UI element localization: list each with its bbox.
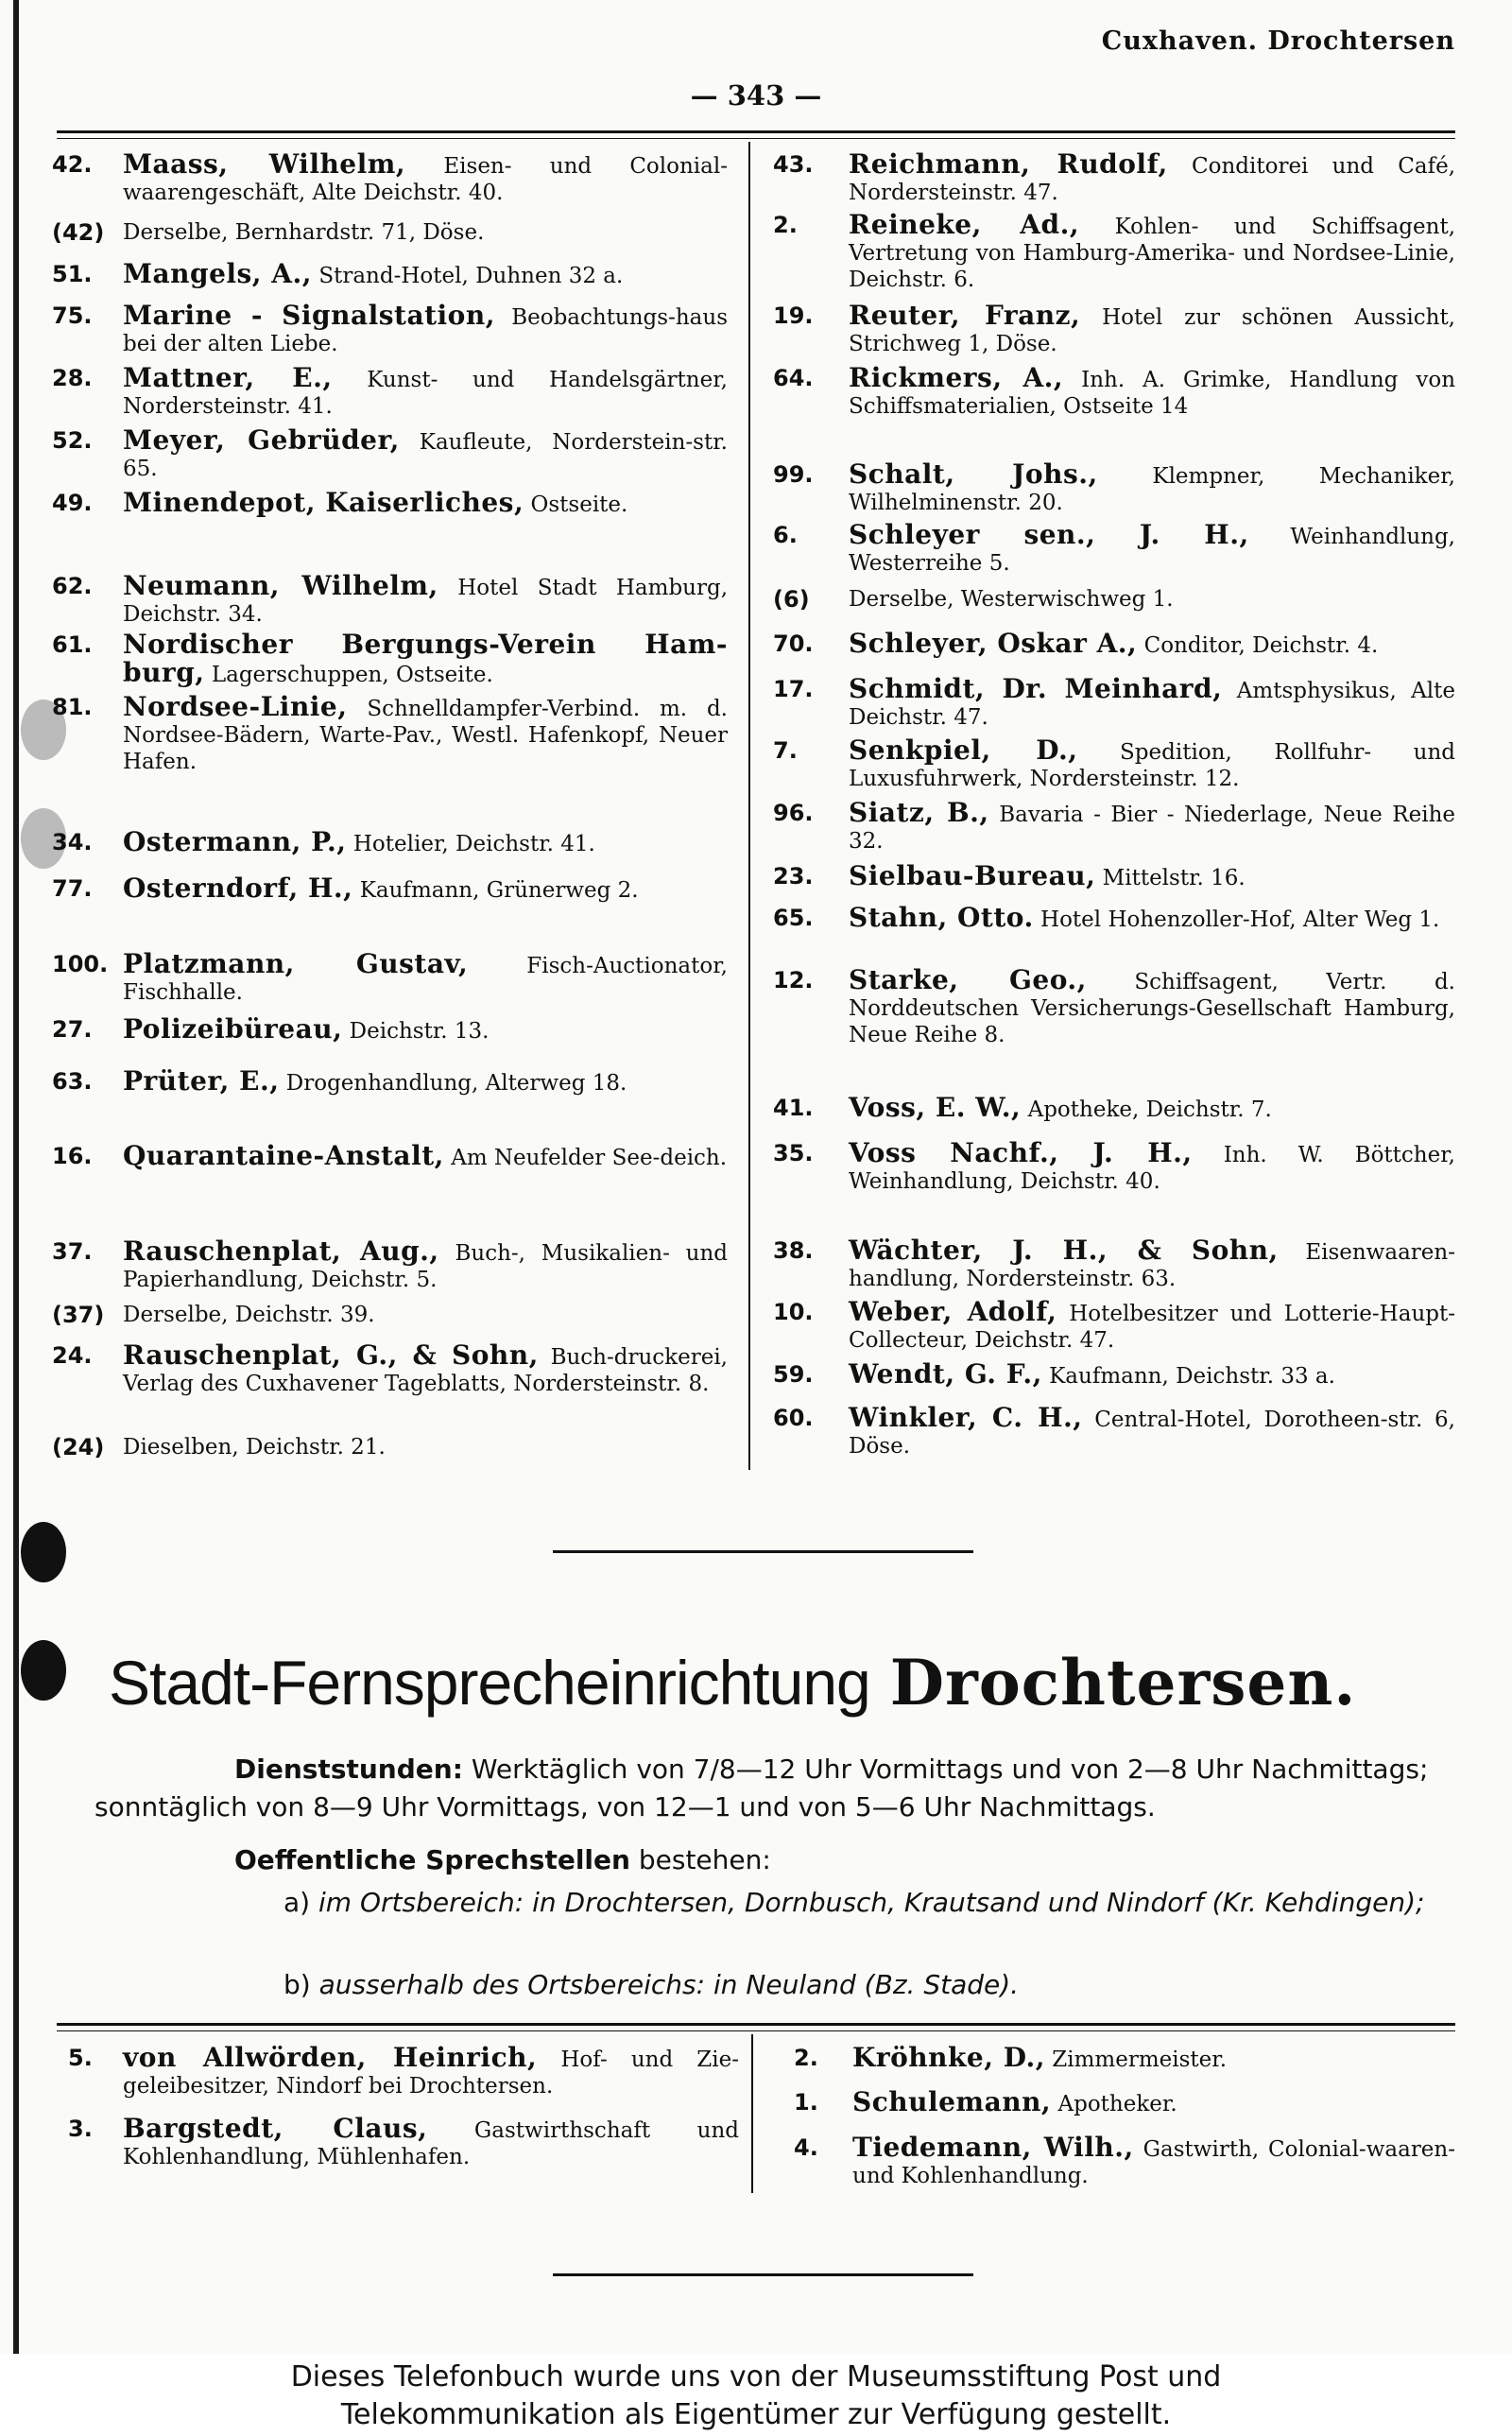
- entry-number: 12.: [773, 967, 814, 993]
- entry-name: Stahn, Otto.: [849, 902, 1034, 933]
- entry-name: Marine - Signalstation,: [123, 300, 495, 331]
- drochtersen-rule-thin: [57, 2030, 1455, 2031]
- entry-number: 17.: [773, 676, 814, 702]
- entry-name: Wendt, G. F.,: [849, 1358, 1042, 1390]
- entry-description: Derselbe, Deichstr. 39.: [123, 1303, 375, 1327]
- top-rule-thin: [57, 138, 1455, 139]
- entry-text: [123, 302, 728, 357]
- station-a: [284, 1884, 1455, 1922]
- entry-text: [849, 519, 1455, 577]
- entry-description: Deichstr. 13.: [349, 1019, 490, 1044]
- entry-number: 100.: [52, 951, 109, 977]
- directory-entry: [52, 691, 728, 775]
- entry-number: 81.: [52, 694, 93, 720]
- entry-text: [123, 424, 728, 482]
- entry-description: Hotel Hohenzoller-Hof, Alter Weg 1.: [1040, 907, 1440, 932]
- entry-text: [849, 797, 1456, 855]
- directory-entry: [794, 2134, 1455, 2189]
- entry-description: Mittelstr. 16.: [1102, 866, 1246, 890]
- entry-number: 77.: [52, 875, 93, 902]
- entry-name: Polizeibüreau,: [123, 1013, 343, 1045]
- entry-name: Mangels, A.,: [123, 258, 313, 289]
- entry-name: Neumann, Wilhelm,: [123, 570, 438, 601]
- entry-description: Hotelbesitzer und Lotterie-Haupt-Collecteur, Deichstr. 47.: [849, 1302, 1455, 1353]
- page-number: — 343 —: [690, 79, 822, 112]
- entry-text: [123, 2113, 740, 2170]
- entry-number: 2.: [773, 212, 798, 238]
- entry-description: Gastwirth, Colonial-waaren- und Kohlenhandlung.: [852, 2137, 1456, 2188]
- entry-text: [123, 258, 728, 289]
- title-part-2: Drochtersen.: [889, 1646, 1357, 1719]
- entry-number: 4.: [794, 2134, 818, 2161]
- entry-name: Voss Nachf., J. H.,: [849, 1137, 1193, 1168]
- entry-number: 3.: [68, 2116, 93, 2142]
- service-hours: [94, 1751, 1455, 1826]
- entry-name: Reineke, Ad.,: [849, 209, 1080, 240]
- directory-entry: [773, 1402, 1455, 1460]
- stations-suffix: bestehen:: [638, 1844, 771, 1875]
- directory-entry: [773, 1237, 1455, 1292]
- entry-number: 61.: [52, 631, 93, 658]
- directory-entry: [773, 673, 1456, 731]
- entry-text: [123, 1434, 728, 1460]
- entry-description: Am Neufelder See-deich.: [451, 1146, 728, 1170]
- public-stations: [234, 1841, 1453, 1879]
- entry-description: Schiffsagent, Vertr. d. Norddeutschen Versicherungs-Gesellschaft Hamburg, Neue Reihe 8.: [849, 970, 1455, 1047]
- directory-entry: [52, 826, 728, 857]
- entry-text: [849, 148, 1456, 206]
- entry-name: Schleyer sen., J. H.,: [849, 519, 1249, 550]
- entry-text: [849, 1092, 1455, 1123]
- entry-description: Beobachtungs-haus bei der alten Liebe.: [123, 305, 729, 356]
- entry-description: Derselbe, Westerwischweg 1.: [849, 587, 1174, 612]
- directory-entry: [52, 631, 728, 688]
- archive-footer: [0, 2354, 1512, 2436]
- entry-description: Conditorei und Café, Nordersteinstr. 47.: [849, 154, 1456, 205]
- drochtersen-rule: [57, 2023, 1455, 2026]
- directory-entry: [52, 1140, 728, 1171]
- directory-entry: [773, 860, 1455, 891]
- station-a-text: in Drochtersen, Dornbusch, Krautsand und Nindorf (Kr. Kehdingen);: [532, 1887, 1425, 1918]
- entry-text: [123, 1302, 728, 1328]
- entry-description: Dieselben, Deichstr. 21.: [123, 1435, 386, 1460]
- directory-entry: [52, 362, 728, 420]
- entry-description: Lagerschuppen, Ostseite.: [211, 663, 493, 687]
- entry-text: [123, 1339, 728, 1397]
- entry-text: [123, 691, 728, 775]
- entry-name: Voss, E. W.,: [849, 1092, 1022, 1123]
- directory-entry: [773, 1296, 1455, 1354]
- entry-name: Schalt, Johs.,: [849, 458, 1098, 490]
- directory-entry: [52, 872, 728, 904]
- entry-description: Hotel Stadt Hamburg, Deichstr. 34.: [123, 576, 729, 627]
- entry-number: 75.: [52, 302, 93, 329]
- footer-line-1: Dieses Telefonbuch wurde uns von der Museumsstiftung Post und: [290, 2360, 1222, 2393]
- entry-name: Quarantaine-Anstalt,: [123, 1140, 444, 1171]
- entry-name: Osterndorf, H.,: [123, 872, 353, 904]
- station-b-text: in Neuland (Bz. Stade).: [713, 1969, 1020, 2000]
- entry-text: [849, 586, 1455, 613]
- entry-name: Maass, Wilhelm,: [123, 148, 406, 180]
- entry-number: 7.: [773, 737, 798, 764]
- entry-name: Rauschenplat, G., & Sohn,: [123, 1339, 539, 1371]
- directory-entry: [68, 2042, 739, 2099]
- entry-number: (24): [52, 1434, 105, 1460]
- entry-description: Hof- und Zie-geleibesitzer, Nindorf bei Drochtersen.: [123, 2047, 739, 2099]
- entry-description: Klempner, Mechaniker, Wilhelminenstr. 20.: [849, 464, 1455, 515]
- directory-entry: [773, 519, 1455, 577]
- entry-description: Kaufmann, Deichstr. 33 a.: [1049, 1364, 1335, 1389]
- directory-entry: [773, 1358, 1455, 1390]
- directory-entry: [773, 302, 1455, 357]
- entry-number: 6.: [773, 522, 798, 548]
- entry-description: Eisenwaaren-handlung, Nordersteinstr. 63.: [849, 1240, 1455, 1291]
- entry-number: 35.: [773, 1140, 814, 1166]
- entry-number: (37): [52, 1302, 105, 1328]
- entry-text: [852, 2134, 1455, 2189]
- column-divider-2: [751, 2034, 753, 2193]
- entry-number: 38.: [773, 1237, 814, 1264]
- entry-number: 23.: [773, 863, 814, 890]
- entry-number: 51.: [52, 261, 93, 287]
- entry-number: 1.: [794, 2089, 818, 2116]
- entry-description: Eisen- und Colonial-waarengeschäft, Alte Deichstr. 40.: [123, 154, 728, 205]
- entry-number: 96.: [773, 800, 814, 826]
- entry-description: Kohlen- und Schiffsagent, Vertretung von Hamburg-Amerika- und Nordsee-Linie, Deichstr. 6.: [849, 215, 1456, 292]
- entry-text: [849, 1237, 1455, 1292]
- entry-name: Kröhnke, D.,: [852, 2042, 1045, 2073]
- directory-entry: [773, 628, 1455, 659]
- entry-text: [852, 2086, 1455, 2117]
- directory-entry: [773, 209, 1456, 293]
- station-b: [284, 1966, 1455, 2004]
- entry-text: [849, 209, 1456, 293]
- entry-number: (42): [52, 219, 105, 246]
- entry-name: Schleyer, Oskar A.,: [849, 628, 1138, 659]
- entry-number: 42.: [52, 151, 93, 178]
- running-head: Cuxhaven. Drochtersen: [1101, 26, 1455, 56]
- entry-description: Buch-druckerei, Verlag des Cuxhavener Tageblatts, Nordersteinstr. 8.: [123, 1345, 728, 1396]
- entry-description: Gastwirthschaft und Kohlenhandlung, Mühlenhafen.: [123, 2118, 740, 2169]
- entry-description: Inh. W. Böttcher, Weinhandlung, Deichstr. 40.: [849, 1143, 1455, 1194]
- directory-entry: [794, 2086, 1455, 2117]
- entry-name: Mattner, E.,: [123, 362, 333, 393]
- entry-number: 24.: [52, 1342, 93, 1369]
- hours-text: Werktäglich von 7/8—12 Uhr Vormittags und von 2—8 Uhr Nachmittags; sonntäglich von 8—9 Uhr Vormittags, von 12—1 und von 5—6 Uhr Nachmittags.: [94, 1754, 1429, 1823]
- column-divider: [748, 142, 750, 1470]
- entry-number: 60.: [773, 1405, 814, 1431]
- entry-description: Apotheke, Deichstr. 7.: [1027, 1097, 1272, 1122]
- entry-text: [123, 948, 728, 1006]
- directory-entry: [773, 1137, 1455, 1195]
- entry-text: [849, 734, 1456, 792]
- station-b-label: ausserhalb des Ortsbereichs:: [318, 1969, 706, 2000]
- entry-name: Tiedemann, Wilh.,: [852, 2132, 1134, 2163]
- entry-number: 99.: [773, 461, 814, 488]
- entry-description: Drogenhandlung, Alterweg 18.: [285, 1071, 627, 1096]
- entry-text: [123, 872, 728, 904]
- entry-number: 34.: [52, 829, 93, 855]
- directory-entry: [52, 948, 728, 1006]
- entry-description: Ostseite.: [530, 492, 628, 517]
- entry-name: Prüter, E.,: [123, 1065, 280, 1097]
- entry-number: 65.: [773, 905, 814, 931]
- directory-entry: [52, 1339, 728, 1397]
- directory-entry: [773, 1092, 1455, 1123]
- entry-description: Central-Hotel, Dorotheen-str. 6, Döse.: [849, 1408, 1455, 1459]
- entry-description: Buch-, Musikalien- und Papierhandlung, Deichstr. 5.: [123, 1241, 728, 1292]
- directory-entry: [52, 1013, 728, 1045]
- entry-text: [123, 826, 728, 857]
- directory-entry: [52, 424, 728, 482]
- directory-entry: [773, 902, 1455, 933]
- entry-number: 70.: [773, 631, 814, 657]
- entry-text: [123, 1065, 728, 1097]
- directory-entry: [52, 570, 729, 628]
- section-separator: [553, 1550, 973, 1553]
- page-edge: [13, 0, 19, 2354]
- directory-entry: [773, 586, 1455, 613]
- entry-number: 64.: [773, 365, 814, 391]
- section-title: [109, 1645, 1356, 1721]
- entry-text: [123, 148, 728, 206]
- directory-entry: [773, 734, 1456, 792]
- entry-description: Strand-Hotel, Duhnen 32 a.: [318, 264, 624, 288]
- entry-description: Schnelldampfer-Verbind. m. d. Nordsee-Bädern, Warte-Pav., Westl. Hafenkopf, Neuer Hafen.: [123, 697, 728, 774]
- top-rule: [57, 130, 1455, 133]
- entry-description: Kunst- und Handelsgärtner, Nordersteinstr. 41.: [123, 368, 728, 419]
- entry-text: [849, 964, 1455, 1048]
- entry-number: 41.: [773, 1095, 814, 1121]
- entry-name: von Allwörden, Heinrich,: [123, 2042, 538, 2073]
- entry-name: Platzmann, Gustav,: [123, 948, 469, 979]
- entry-number: 5.: [68, 2045, 93, 2071]
- end-separator: [553, 2273, 973, 2276]
- directory-entry: [773, 797, 1456, 855]
- directory-entry: [52, 1235, 728, 1293]
- entry-name: Minendepot, Kaiserliches,: [123, 487, 524, 518]
- entry-number: 10.: [773, 1299, 814, 1325]
- entry-number: 19.: [773, 302, 814, 329]
- entry-description: Kaufmann, Grünerweg 2.: [359, 878, 639, 903]
- entry-number: 49.: [52, 490, 93, 516]
- entry-text: [123, 631, 728, 688]
- entry-text: [849, 1358, 1455, 1390]
- entry-number: 59.: [773, 1361, 814, 1388]
- entry-description: Conditor, Deichstr. 4.: [1143, 633, 1379, 658]
- entry-number: 43.: [773, 151, 814, 178]
- entry-text: [123, 570, 729, 628]
- directory-entry: [794, 2042, 1455, 2073]
- entry-description: Zimmermeister.: [1052, 2047, 1228, 2072]
- entry-text: [123, 2042, 739, 2099]
- entry-text: [849, 860, 1455, 891]
- directory-entry: [773, 458, 1455, 516]
- directory-entry: [52, 1302, 728, 1328]
- directory-entry: [68, 2113, 740, 2170]
- entry-name: Sielbau-Bureau,: [849, 860, 1096, 891]
- entry-name: Schulemann,: [852, 2086, 1052, 2117]
- footer-line-2: Telekommunikation als Eigentümer zur Verfügung gestellt.: [340, 2398, 1172, 2431]
- entry-text: [849, 1296, 1455, 1354]
- entry-text: [849, 1137, 1455, 1195]
- entry-description: Fisch-Auctionator, Fischhalle.: [123, 954, 728, 1005]
- station-a-marker: a): [284, 1887, 311, 1918]
- entry-description: Kaufleute, Norderstein-str. 65.: [123, 430, 728, 481]
- entry-text: [852, 2042, 1455, 2073]
- entry-number: 62.: [52, 573, 93, 599]
- entry-text: [849, 1402, 1455, 1460]
- directory-entry: [52, 302, 728, 357]
- entry-name: Wächter, J. H., & Sohn,: [849, 1235, 1279, 1266]
- entry-number: 16.: [52, 1143, 93, 1169]
- entry-name: Nordsee-Linie,: [123, 691, 348, 722]
- directory-entry: [52, 487, 728, 518]
- entry-text: [123, 1013, 728, 1045]
- entry-description: Hotel zur schönen Aussicht, Strichweg 1, Döse.: [849, 305, 1455, 356]
- station-b-marker: b): [284, 1969, 311, 2000]
- directory-entry: [773, 964, 1455, 1048]
- entry-number: 63.: [52, 1068, 93, 1095]
- punch-hole: [21, 1522, 66, 1582]
- entry-text: [849, 673, 1456, 731]
- directory-entry: [52, 1065, 728, 1097]
- entry-number: 52.: [52, 427, 93, 454]
- entry-name: Nordischer Bergungs-Verein Ham-burg,: [123, 629, 728, 688]
- entry-text: [849, 458, 1455, 516]
- hours-label: Dienststunden:: [234, 1754, 463, 1785]
- punch-hole: [21, 1640, 66, 1701]
- entry-name: Schmidt, Dr. Meinhard,: [849, 673, 1223, 704]
- entry-number: (6): [773, 586, 810, 613]
- entry-number: 27.: [52, 1016, 93, 1043]
- entry-name: Weber, Adolf,: [849, 1296, 1057, 1327]
- entry-description: Inh. A. Grimke, Handlung von Schiffsmaterialien, Ostseite 14: [849, 368, 1456, 419]
- entry-text: [849, 902, 1455, 933]
- entry-name: Rauschenplat, Aug.,: [123, 1235, 439, 1267]
- entry-text: [123, 1140, 728, 1171]
- entry-text: [123, 1235, 728, 1293]
- entry-number: 2.: [794, 2045, 818, 2071]
- entry-description: Hotelier, Deichstr. 41.: [352, 832, 595, 856]
- entry-description: Bavaria - Bier - Niederlage, Neue Reihe 32.: [849, 803, 1456, 854]
- station-a-label: im Ortsbereich:: [318, 1887, 524, 1918]
- entry-description: Amtsphysikus, Alte Deichstr. 47.: [849, 679, 1456, 730]
- entry-name: Meyer, Gebrüder,: [123, 424, 400, 456]
- stations-label: Oeffentliche Sprechstellen: [234, 1844, 630, 1875]
- entry-text: [123, 487, 728, 518]
- directory-entry: [52, 148, 728, 206]
- entry-name: Reichmann, Rudolf,: [849, 148, 1168, 180]
- entry-text: [123, 362, 728, 420]
- entry-text: [849, 302, 1455, 357]
- entry-description: Apotheker.: [1057, 2092, 1177, 2116]
- entry-description: Spedition, Rollfuhr- und Luxusfuhrwerk, Nordersteinstr. 12.: [849, 740, 1456, 791]
- entry-text: [849, 362, 1456, 420]
- entry-text: [849, 628, 1455, 659]
- entry-number: 28.: [52, 365, 93, 391]
- directory-entry: [52, 219, 728, 246]
- entry-name: Rickmers, A.,: [849, 362, 1064, 393]
- entry-name: Siatz, B.,: [849, 797, 989, 828]
- directory-entry: [52, 1434, 728, 1460]
- entry-number: 37.: [52, 1238, 93, 1265]
- entry-text: [123, 219, 728, 246]
- entry-description: Weinhandlung, Westerreihe 5.: [849, 525, 1455, 576]
- entry-name: Starke, Geo.,: [849, 964, 1087, 995]
- title-part-1: Stadt-Fernsprecheinrichtung: [109, 1648, 870, 1718]
- entry-description: Derselbe, Bernhardstr. 71, Döse.: [123, 220, 485, 245]
- directory-entry: [52, 258, 728, 289]
- entry-name: Ostermann, P.,: [123, 826, 347, 857]
- entry-name: Bargstedt, Claus,: [123, 2113, 428, 2144]
- directory-entry: [773, 362, 1456, 420]
- entry-name: Senkpiel, D.,: [849, 734, 1078, 766]
- entry-name: Winkler, C. H.,: [849, 1402, 1083, 1433]
- directory-entry: [773, 148, 1456, 206]
- entry-name: Reuter, Franz,: [849, 300, 1081, 331]
